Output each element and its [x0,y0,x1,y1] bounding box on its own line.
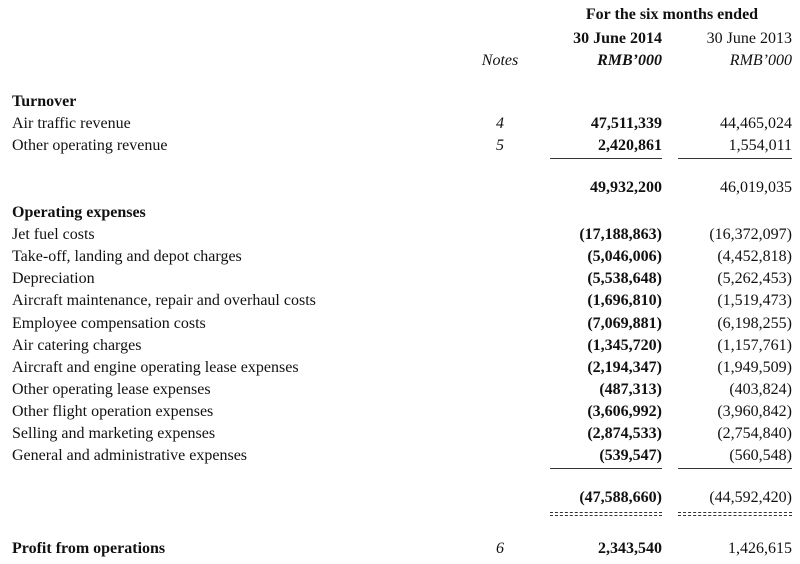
profit-note: 6 [496,540,504,557]
column-header-prior: 30 June 2013 [706,30,792,47]
row-label: Other operating revenue [12,137,168,154]
profit-row [0,538,800,560]
row-current-value: (3,606,992) [587,403,662,420]
subtotal-rule-prior [678,158,792,159]
section-heading-turnover [0,91,800,113]
period-title: For the six months ended [585,6,759,23]
operating-expenses-title: Operating expenses [12,204,146,221]
table-row [0,246,800,268]
row-prior-value: 1,554,011 [728,137,792,154]
row-prior-value: (1,519,473) [717,292,792,309]
total-dashed-rule-prior-1 [678,512,792,513]
row-note: 4 [496,115,504,132]
profit-label: Profit from operations [12,540,166,557]
row-current-value: (487,313) [599,381,662,398]
table-row [0,113,800,135]
table-row [0,445,800,467]
turnover-total-prior: 46,019,035 [720,179,792,196]
row-label: Air traffic revenue [12,115,131,132]
row-prior-value: (2,754,840) [717,425,792,442]
row-current-value: (2,874,533) [587,425,662,442]
row-current-value: (17,188,863) [579,226,662,243]
expenses-total-current: (47,588,660) [579,489,662,506]
row-prior-value: (403,824) [729,381,792,398]
row-prior-value: (1,157,761) [717,337,792,354]
row-label: Other operating lease expenses [12,381,211,398]
total-dashed-rule-current-1 [550,512,662,513]
profit-current-value: 2,343,540 [598,540,662,557]
row-current-value: (1,696,810) [587,292,662,309]
expenses-total-prior: (44,592,420) [709,489,792,506]
row-label: Air catering charges [12,337,142,354]
row-current-value: (7,069,881) [587,315,662,332]
table-row [0,135,800,157]
notes-column-header: Notes [481,52,519,69]
row-prior-value: (1,949,509) [717,359,792,376]
profit-prior-value: 1,426,615 [728,540,792,557]
row-label: General and administrative expenses [12,447,248,464]
row-prior-value: (560,548) [729,447,792,464]
table-row [0,423,800,445]
table-row [0,401,800,423]
table-row [0,379,800,401]
row-label: Depreciation [12,270,95,287]
row-current-value: (2,194,347) [587,359,662,376]
row-prior-value: (5,262,453) [717,270,792,287]
row-current-value: (5,046,006) [587,248,662,265]
row-label: Other flight operation expenses [12,403,214,420]
unit-label-current: RMB’000 [597,52,662,69]
row-prior-value: (4,452,818) [717,248,792,265]
row-note: 5 [496,137,504,154]
expenses-total-row [0,487,800,509]
total-dashed-rule-prior-2 [678,515,792,516]
table-row [0,313,800,335]
row-prior-value: (3,960,842) [717,403,792,420]
row-label: Employee compensation costs [12,315,206,332]
subtotal-rule-current [550,158,662,159]
expenses-subtotal-rule-current [550,468,662,469]
turnover-title: Turnover [12,93,77,110]
table-row [0,357,800,379]
turnover-total-current: 49,932,200 [590,179,662,196]
table-row [0,224,800,246]
table-row [0,268,800,290]
row-prior-value: (6,198,255) [717,315,792,332]
column-header-current: 30 June 2014 [573,30,662,47]
turnover-total-row [0,177,800,199]
expenses-subtotal-rule-prior [678,468,792,469]
row-current-value: (1,345,720) [587,337,662,354]
row-prior-value: (16,372,097) [709,226,792,243]
table-row [0,335,800,357]
total-dashed-rule-current-2 [550,515,662,516]
row-label: Aircraft and engine operating lease expenses [12,359,299,376]
row-label: Take-off, landing and depot charges [12,248,242,265]
row-current-value: (5,538,648) [587,270,662,287]
row-current-value: 47,511,339 [590,115,662,132]
row-label: Jet fuel costs [12,226,95,243]
row-label: Aircraft maintenance, repair and overhaul costs [12,292,316,309]
table-row [0,290,800,312]
row-label: Selling and marketing expenses [12,425,216,442]
row-current-value: (539,547) [599,447,662,464]
row-current-value: 2,420,861 [598,137,662,154]
row-prior-value: 44,465,024 [720,115,792,132]
section-heading-operating-expenses [0,202,800,224]
unit-label-prior: RMB’000 [729,52,792,69]
